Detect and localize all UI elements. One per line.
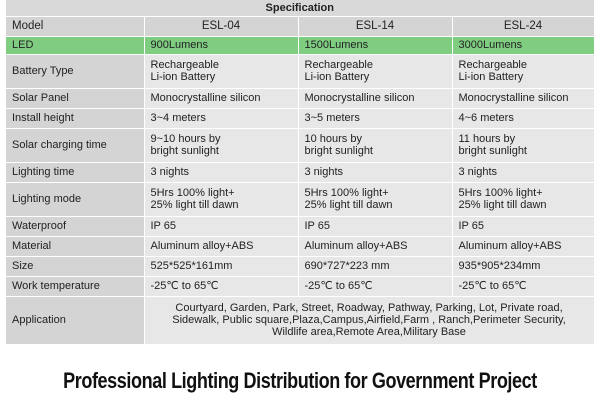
model-esl-24: ESL-24 [452, 16, 594, 36]
table-row [6, 128, 594, 162]
cell-line: 5Hrs 100% light+ [150, 187, 235, 199]
cell-line: IP 65 [150, 220, 176, 232]
row-value [452, 128, 594, 162]
application-line: Wildlife area,Remote Area,Military Base [272, 326, 466, 338]
row-value [144, 276, 298, 296]
row-value [298, 162, 452, 182]
table-row [6, 236, 594, 256]
cell-line: Monocrystalline silicon [304, 92, 415, 104]
table-row [6, 88, 594, 108]
row-value [144, 236, 298, 256]
model-esl-14: ESL-14 [298, 16, 452, 36]
row-value [298, 88, 452, 108]
led-value: 1500Lumens [298, 36, 452, 54]
row-value [144, 182, 298, 216]
led-value: 900Lumens [144, 36, 298, 54]
table-row [6, 182, 594, 216]
row-value [452, 88, 594, 108]
application-line: Courtyard, Garden, Park, Street, Roadway, Pathway, Parking, Lot, Private road, [175, 302, 563, 314]
row-label: Lighting time [6, 162, 144, 182]
row-value [452, 108, 594, 128]
cell-line: -25℃ to 65℃ [458, 280, 527, 292]
table-title: Specification [6, 0, 594, 16]
cell-line: Aluminum alloy+ABS [458, 240, 562, 252]
row-label: Lighting mode [6, 182, 144, 216]
cell-line: 3 nights [150, 166, 190, 178]
model-label: Model [6, 16, 144, 36]
cell-line: Li-ion Battery [304, 71, 370, 83]
cell-line: 5Hrs 100% light+ [458, 187, 543, 199]
row-value [298, 128, 452, 162]
row-label: Size [6, 256, 144, 276]
cell-line: 4~6 meters [458, 112, 514, 124]
row-label: Solar Panel [6, 88, 144, 108]
model-header-row [6, 16, 594, 36]
cell-line: 935*905*234mm [458, 260, 541, 272]
row-label: Work temperature [6, 276, 144, 296]
row-value [144, 162, 298, 182]
row-label: Battery Type [6, 54, 144, 88]
cell-line: Aluminum alloy+ABS [150, 240, 254, 252]
row-value [452, 236, 594, 256]
cell-line: 525*525*161mm [150, 260, 233, 272]
table-row [6, 216, 594, 236]
cell-line: 3~4 meters [150, 112, 206, 124]
cell-line: 3 nights [458, 166, 498, 178]
cell-line: Monocrystalline silicon [150, 92, 261, 104]
application-row [6, 296, 594, 344]
cell-line: -25℃ to 65℃ [304, 280, 373, 292]
row-label: Install height [6, 108, 144, 128]
cell-line: 9~10 hours by [150, 133, 221, 145]
cell-line: Rechargeable [458, 59, 527, 71]
cell-line: bright sunlight [304, 145, 373, 157]
row-value [144, 88, 298, 108]
row-value [144, 216, 298, 236]
row-label: Waterproof [6, 216, 144, 236]
row-value [452, 256, 594, 276]
cell-line: 690*727*223 mm [304, 260, 390, 272]
table-row [6, 108, 594, 128]
specification-table [6, 0, 595, 345]
row-label: Solar charging time [6, 128, 144, 162]
table-row [6, 256, 594, 276]
cell-line: Aluminum alloy+ABS [304, 240, 408, 252]
footer-title: Professional Lighting Distribution for Government Project [63, 368, 537, 393]
cell-line: Rechargeable [150, 59, 219, 71]
row-value [144, 128, 298, 162]
row-value [298, 54, 452, 88]
row-value [452, 276, 594, 296]
cell-line: Li-ion Battery [458, 71, 524, 83]
row-value [298, 256, 452, 276]
led-row [6, 36, 594, 54]
cell-line: 3~5 meters [304, 112, 360, 124]
cell-line: 11 hours by [458, 133, 516, 145]
cell-line: 10 hours by [304, 133, 362, 145]
cell-line: Monocrystalline silicon [458, 92, 569, 104]
cell-line: 25% light till dawn [458, 199, 547, 211]
cell-line: bright sunlight [458, 145, 527, 157]
row-value [452, 54, 594, 88]
application-value [144, 296, 594, 344]
row-value [298, 216, 452, 236]
row-value [452, 182, 594, 216]
application-label: Application [6, 296, 144, 344]
cell-line: Li-ion Battery [150, 71, 216, 83]
cell-line: 25% light till dawn [150, 199, 239, 211]
row-value [298, 182, 452, 216]
spec-rows [6, 54, 594, 296]
row-value [298, 236, 452, 256]
cell-line: Rechargeable [304, 59, 373, 71]
model-esl-04: ESL-04 [144, 16, 298, 36]
cell-line: 3 nights [304, 166, 344, 178]
row-label: Material [6, 236, 144, 256]
led-value: 3000Lumens [452, 36, 594, 54]
table-row [6, 54, 594, 88]
row-value [298, 108, 452, 128]
cell-line: bright sunlight [150, 145, 219, 157]
cell-line: 5Hrs 100% light+ [304, 187, 389, 199]
application-line: Sidewalk, Public square,Plaza,Campus,Airfield,Farm , Ranch,Perimeter Security, [172, 314, 566, 326]
row-value [298, 276, 452, 296]
table-row [6, 162, 594, 182]
cell-line: IP 65 [304, 220, 330, 232]
led-label: LED [6, 36, 144, 54]
cell-line: 25% light till dawn [304, 199, 393, 211]
table-title-row [6, 0, 594, 16]
row-value [452, 162, 594, 182]
row-value [144, 256, 298, 276]
row-value [144, 54, 298, 88]
table-row [6, 276, 594, 296]
row-value [144, 108, 298, 128]
cell-line: IP 65 [458, 220, 484, 232]
row-value [452, 216, 594, 236]
cell-line: -25℃ to 65℃ [150, 280, 219, 292]
